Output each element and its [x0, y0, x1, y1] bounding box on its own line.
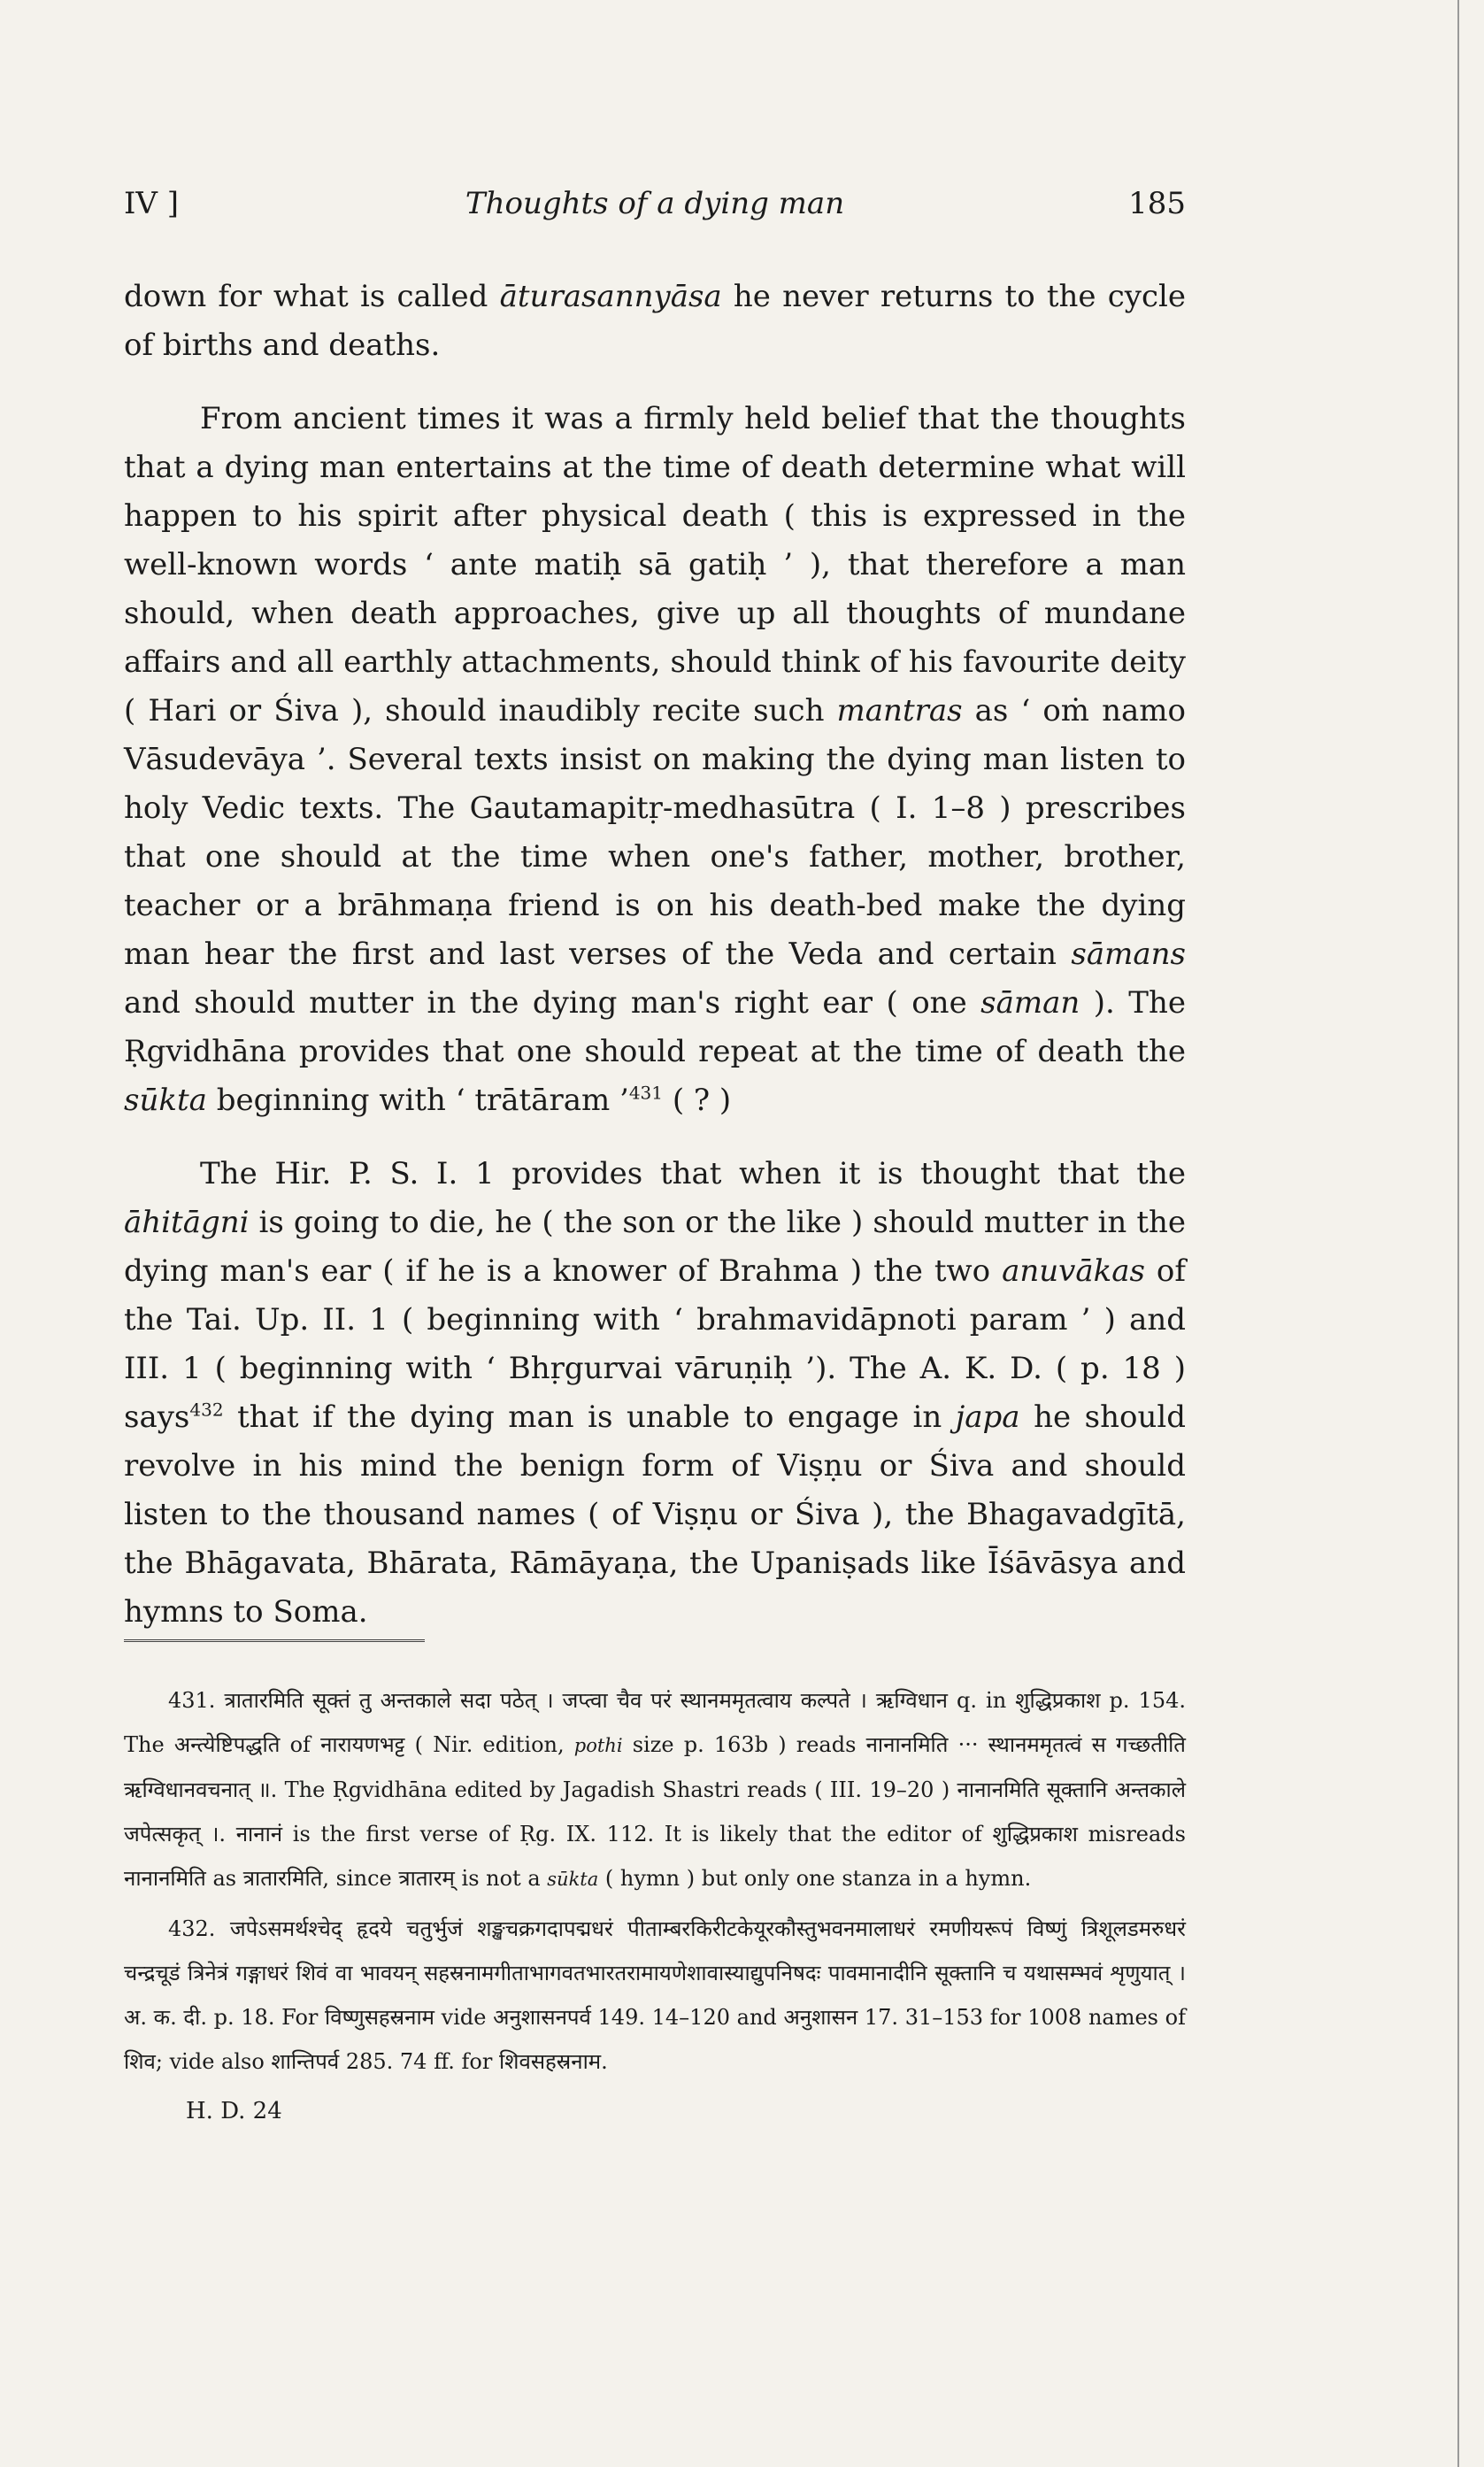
scan-edge-line: [1457, 0, 1459, 2467]
paragraph-2: From ancient times it was a firmly held belief that the thoughts that a dying man entertains at the time of death determine what will happen to his spirit after physical death ( this is expressed in the well-known words ‘ ante matiḥ sā gatiḥ ’ ), that therefore a man should, when death approaches, give up all thoughts of mundane affairs and all earthly attachments, should think of his favourite deity ( Hari or Śiva ), should inaudibly recite such mantras as ‘ oṁ namo Vāsudevāya ’. Several texts insist on making the dying man listen to holy Vedic texts. The Gautamapitṛ-medhasūtra ( I. 1–8 ) prescribes that one should at the time when one's father, mother, brother, teacher or a brāhmaṇa friend is on his death-bed make the dying man hear the first and last verses of the Veda and certain sāmans and should mutter in the dying man's right ear ( one sāman ). The Ṛgvidhāna provides that one should repeat at the time of death the sūkta beginning with ‘ trātāram ’$^{431}$ ( ? ): [124, 401, 1186, 1118]
footnote-ref-431: 431: [628, 1082, 664, 1104]
running-title: Thoughts of a dying man: [465, 186, 845, 221]
page-number: 185: [1128, 186, 1186, 221]
chapter-marker: IV ]: [124, 186, 180, 221]
footnotes: [124, 1678, 1186, 2133]
footnote-432: 432. जपेऽसमर्थश्चेद् हृदये चतुर्भुजं शङ्खचक्रगदापद्मधरं पीताम्बरकिरीटकेयूरकौस्तुभवनमालाधरं रमणीयरूपं विष्णुं त्रिशूलडमरुधरं चन्द्रचूडं त्रिनेत्रं गङ्गाधरं शिवं वा भावयन् सहस्रनामगीताभागवतभारतरामायणेशावास्याद्युपनिषदः पावमानादीनि सूक्तानि च यथासम्भवं शृणुयात् । अ. क. दी. p. 18. For विष्णुसहस्रनाम vide अनुशासनपर्व 149. 14–120 and अनुशासन 17. 31–153 for 1008 names of शिव; vide also शान्तिपर्व 285. 74 ff. for शिवसहस्रनाम.: [124, 1916, 1186, 2074]
footnote-431: 431. त्रातारमिति सूक्तं तु अन्तकाले सदा पठेत् । जप्त्वा चैव परं स्थानममृतत्वाय कल्पते । ऋग्विधान q. in शुद्धिप्रकाश p. 154. The अन्त्येष्टिपद्धति of नारायणभट्ट ( Nir. edition, pothi size p. 163b ) reads नानानमिति ··· स्थानममृतत्वं स गच्छतीति ऋग्विधानवचनात् ॥. The Ṛgvidhāna edited by Jagadish Shastri reads ( III. 19–20 ) नानानमिति सूक्तानि अन्तकाले जपेत्सकृत् ।. नानानं is the first verse of Ṛg. IX. 112. It is likely that the editor of शुद्धिप्रकाश misreads नानानमिति as त्रातारमिति, since त्रातारम् is not a sūkta ( hymn ) but only one stanza in a hymn.: [124, 1688, 1186, 1891]
paragraph-3: The Hir. P. S. I. 1 provides that when it is thought that the āhitāgni is going to die, he ( the son or the like ) should mutter in the dying man's ear ( if he is a knower of Brahma ) the two anuvākas of the Tai. Up. II. 1 ( beginning with ‘ brahmavidāpnoti param ’ ) and III. 1 ( beginning with ‘ Bhṛgurvai vāruṇiḥ ’). The A. K. D. ( p. 18 ) says$^{432}$ that if the dying man is unable to engage in japa he should revolve in his mind the benign form of Viṣṇu or Śiva and should listen to the thousand names ( of Viṣṇu or Śiva ), the Bhagavadgītā, the Bhāgavata, Bhārata, Rāmāyaṇa, the Upaniṣads like Īśāvāsya and hymns to Soma.: [124, 1156, 1186, 1630]
footnote-separator: [124, 1639, 425, 1651]
signature-mark: H. D. 24: [186, 2098, 282, 2124]
running-header: [124, 186, 1186, 230]
footnote-ref-432: 432: [189, 1399, 224, 1421]
body-text: [124, 273, 1186, 1637]
paragraph-1: down for what is called āturasannyāsa he never returns to the cycle of births and deaths.: [124, 279, 1187, 363]
